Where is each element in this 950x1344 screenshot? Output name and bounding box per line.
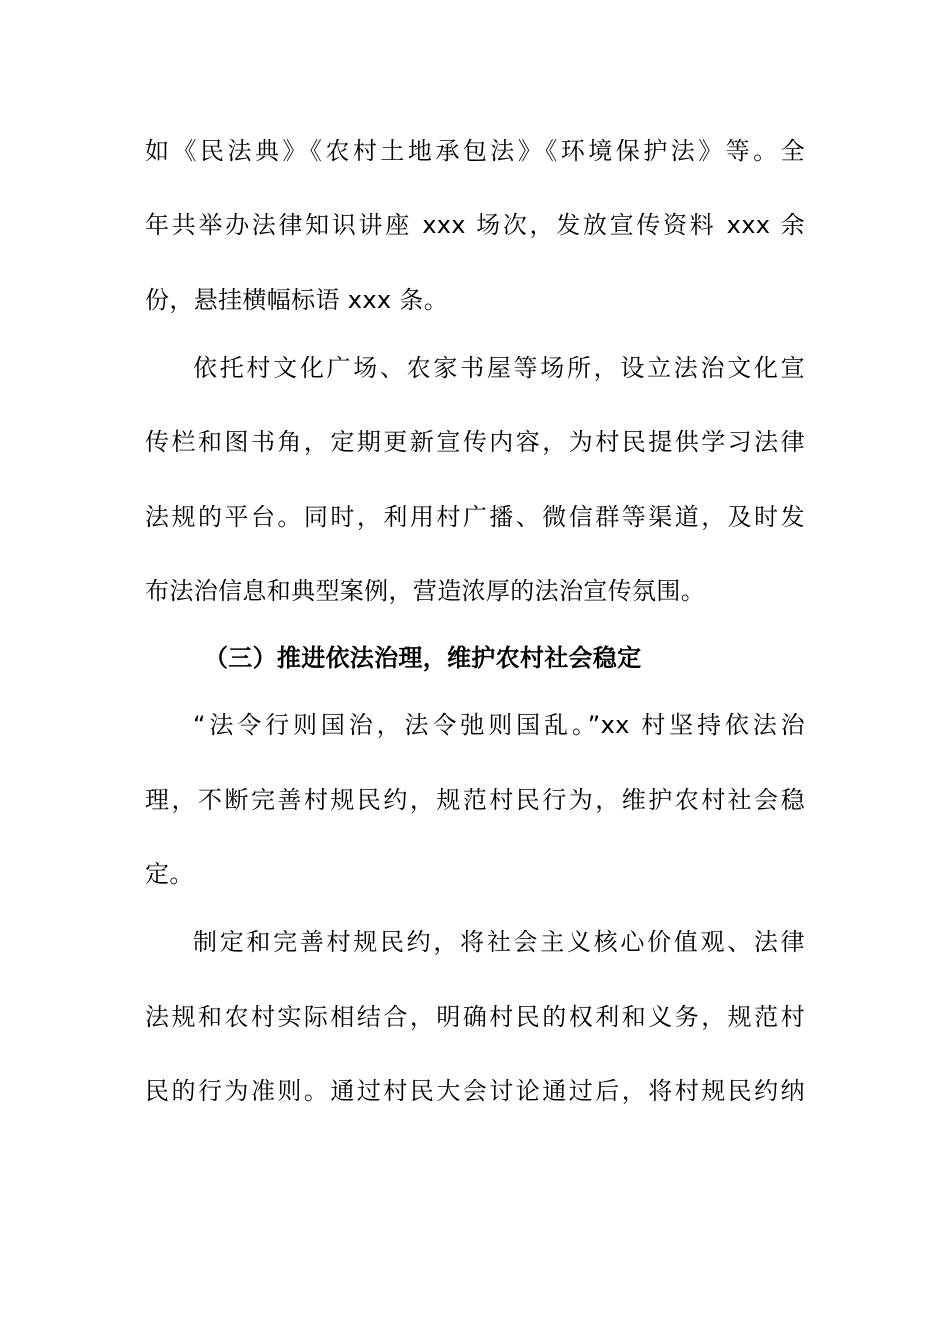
body-text-line: 年共举办法律知识讲座 xxx 场次，发放宣传资料 xxx 余 — [145, 211, 805, 239]
body-text-line: 法规和农村实际相结合，明确村民的权利和义务，规范村 — [145, 1003, 805, 1031]
body-text-line: 制定和完善村规民约，将社会主义核心价值观、法律 — [193, 928, 805, 956]
body-text-line: “法令行则国治，法令弛则国乱。”xx 村坚持依法治 — [193, 711, 805, 739]
body-text-line: 法规的平台。同时，利用村广播、微信群等渠道，及时发 — [145, 503, 805, 531]
body-text-line: 依托村文化广场、农家书屋等场所，设立法治文化宣 — [193, 354, 805, 382]
body-text-line: 定。 — [145, 860, 194, 888]
section-heading: （三）推进依法治理，维护农村社会稳定 — [204, 644, 642, 672]
body-text-line: 布法治信息和典型案例，营造浓厚的法治宣传氛围。 — [145, 577, 706, 605]
body-text-line: 民的行为准则。通过村民大会讨论通过后，将村规民约纳 — [145, 1077, 805, 1105]
body-text-line: 理，不断完善村规民约，规范村民行为，维护农村社会稳 — [145, 786, 805, 814]
body-text-line: 份，悬挂横幅标语 xxx 条。 — [145, 286, 449, 314]
body-text-line: 传栏和图书角，定期更新宣传内容，为村民提供学习法律 — [145, 428, 805, 456]
body-text-line: 如《民法典》《农村土地承包法》《环境保护法》等。全 — [145, 137, 805, 165]
